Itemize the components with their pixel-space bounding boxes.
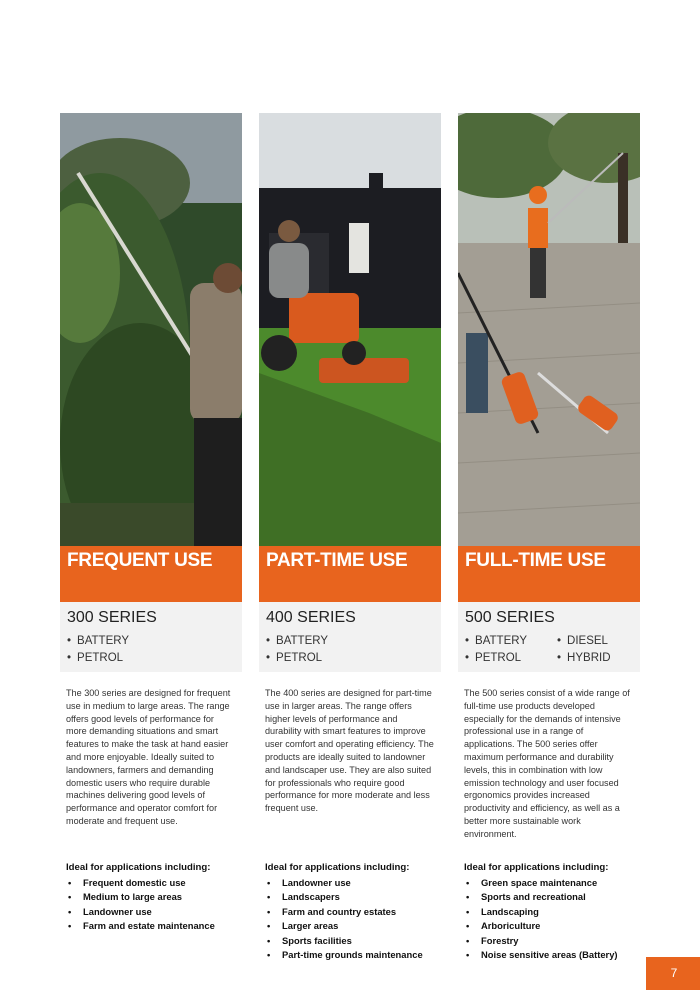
column-full-time-use bbox=[458, 113, 640, 841]
application-item: • Green space maintenance bbox=[464, 876, 654, 890]
series-description: The 300 series are designed for frequent use in medium to large areas. The range offers good levels of performance for more demanding situations and smart features to make the task at hand easier and more enjoyable. Ideally suited to landowners, farmers and demanding domestic users who require durable machines delivering good levels of performance and operator comfort for moderate and frequent use. bbox=[66, 688, 231, 826]
usage-title: FREQUENT USE bbox=[67, 550, 213, 571]
power-type-item: • PETROL bbox=[266, 650, 328, 667]
column-part-time-use bbox=[259, 113, 441, 815]
photo-ride-on-mower bbox=[259, 113, 441, 546]
power-type-item: • BATTERY bbox=[266, 633, 328, 650]
series-description: The 400 series are designed for part-time use in larger areas. The range offers higher levels of performance and durability with smart features to improve user comfort and operating efficiency. The products are ideally suited to landowner and landscaper use. They are also suited for professionals who require good performance for more moderate and less frequent use. bbox=[265, 688, 434, 814]
ride-on-mower-image bbox=[259, 113, 441, 546]
application-item: • Farm and country estates bbox=[265, 905, 455, 919]
page-number: 7 bbox=[646, 957, 700, 990]
series-panel bbox=[60, 602, 242, 672]
usage-title: FULL-TIME USE bbox=[465, 550, 606, 571]
applications-heading: Ideal for applications including: bbox=[265, 862, 410, 873]
series-title: 400 SERIES bbox=[266, 609, 356, 626]
professional-tools-image bbox=[458, 113, 640, 546]
application-item: • Landowner use bbox=[66, 905, 256, 919]
photo-hedge-trimmer bbox=[60, 113, 242, 546]
power-type-item: • PETROL bbox=[465, 650, 527, 667]
usage-band bbox=[259, 546, 441, 602]
power-type-item: • DIESEL bbox=[557, 633, 610, 650]
power-type-item: • HYBRID bbox=[557, 650, 610, 667]
application-item: • Forestry bbox=[464, 934, 654, 948]
application-item: • Larger areas bbox=[265, 919, 455, 933]
usage-band bbox=[60, 546, 242, 602]
application-item: • Landscaping bbox=[464, 905, 654, 919]
power-type-list bbox=[67, 633, 235, 667]
series-description: The 500 series consist of a wide range of full-time use products developed especially for the demands of intensive professional use in a range of applications. The 500 series offer maximum performance and durability levels, this in combination with low emission technology and user focused ergonomics provides increased productivity and efficiency, as well as a better more sustainable work environment. bbox=[464, 688, 630, 839]
usage-title: PART-TIME USE bbox=[266, 550, 408, 571]
application-item: • Sports and recreational bbox=[464, 890, 654, 904]
applications-frequent bbox=[66, 861, 256, 934]
application-item: • Noise sensitive areas (Battery) bbox=[464, 948, 654, 962]
application-item: • Landowner use bbox=[265, 876, 455, 890]
application-item: • Part-time grounds maintenance bbox=[265, 948, 455, 962]
applications-heading: Ideal for applications including: bbox=[66, 862, 211, 873]
application-item: • Arboriculture bbox=[464, 919, 654, 933]
usage-band bbox=[458, 546, 640, 602]
photo-professional-tools bbox=[458, 113, 640, 546]
series-panel bbox=[259, 602, 441, 672]
series-title: 300 SERIES bbox=[67, 609, 157, 626]
column-frequent-use bbox=[60, 113, 242, 828]
application-item: • Sports facilities bbox=[265, 934, 455, 948]
application-item: • Landscapers bbox=[265, 890, 455, 904]
series-title: 500 SERIES bbox=[465, 609, 555, 626]
power-type-list bbox=[465, 633, 633, 667]
application-item: • Medium to large areas bbox=[66, 890, 256, 904]
series-panel bbox=[458, 602, 640, 672]
applications-part-time bbox=[265, 861, 455, 962]
power-type-item: • BATTERY bbox=[465, 633, 527, 650]
applications-heading: Ideal for applications including: bbox=[464, 862, 609, 873]
power-type-list bbox=[266, 633, 434, 667]
hedge-trimmer-image bbox=[60, 113, 242, 546]
power-type-item: • PETROL bbox=[67, 650, 129, 667]
application-item: • Frequent domestic use bbox=[66, 876, 256, 890]
application-item: • Farm and estate maintenance bbox=[66, 919, 256, 933]
applications-full-time bbox=[464, 861, 654, 962]
power-type-item: • BATTERY bbox=[67, 633, 129, 650]
